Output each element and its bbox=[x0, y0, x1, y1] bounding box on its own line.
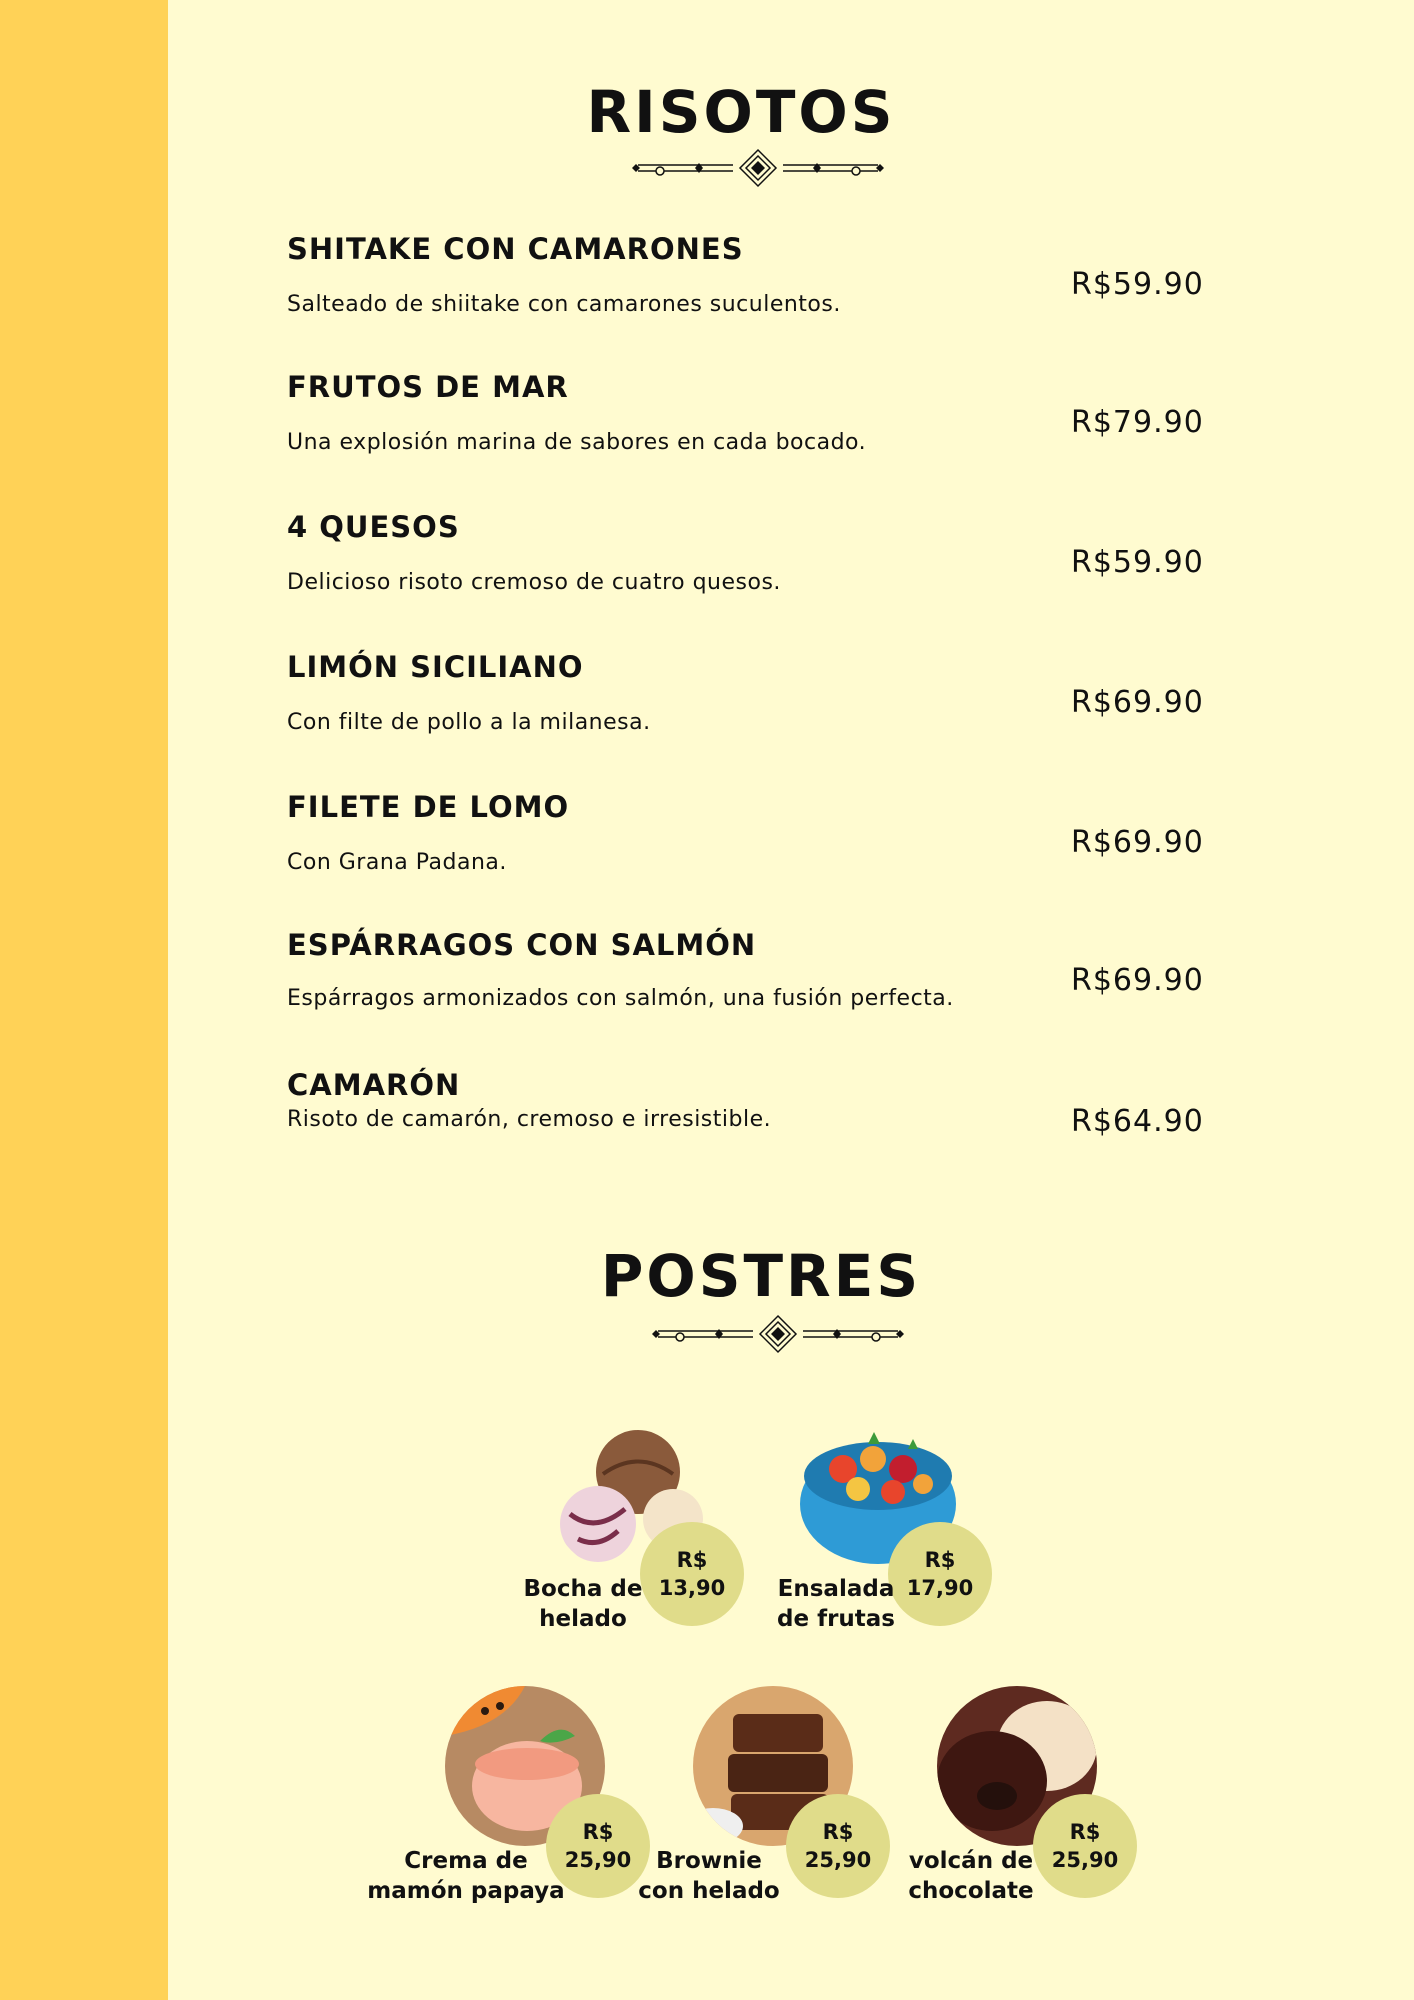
price-value: 25,90 bbox=[564, 1848, 632, 1872]
item-price: R$79.90 bbox=[1071, 405, 1204, 440]
item-name: ESPÁRRAGOS CON SALMÓN bbox=[287, 928, 757, 962]
item-name: LIMÓN SICILIANO bbox=[287, 650, 584, 684]
item-description: Con Grana Padana. bbox=[287, 850, 507, 875]
item-description: Risoto de camarón, cremoso e irresistible. bbox=[287, 1107, 772, 1132]
menu-item bbox=[287, 1068, 1287, 1168]
ornament-divider-icon bbox=[628, 148, 888, 188]
left-accent-bar bbox=[0, 0, 168, 2000]
item-name: 4 QUESOS bbox=[287, 510, 460, 544]
dessert-name: Brownie con helado bbox=[638, 1848, 780, 1904]
price-value: 25,90 bbox=[804, 1848, 872, 1872]
item-price: R$69.90 bbox=[1071, 963, 1204, 998]
dessert-name: Crema de mamón papaya bbox=[367, 1848, 565, 1904]
dessert-card bbox=[908, 1680, 1212, 1940]
price-value: 13,90 bbox=[658, 1576, 726, 1600]
dessert-card bbox=[770, 1408, 1070, 1668]
menu-item bbox=[287, 232, 1287, 332]
item-name: FILETE DE LOMO bbox=[287, 790, 570, 824]
item-name: SHITAKE CON CAMARONES bbox=[287, 232, 744, 266]
price-currency: R$ bbox=[924, 1548, 956, 1572]
menu-item bbox=[287, 370, 1287, 470]
item-price: R$59.90 bbox=[1071, 545, 1204, 580]
item-price: R$64.90 bbox=[1071, 1104, 1204, 1139]
item-price: R$69.90 bbox=[1071, 825, 1204, 860]
menu-item bbox=[287, 790, 1287, 890]
menu-item bbox=[287, 650, 1287, 750]
item-description: Delicioso risoto cremoso de cuatro quesos. bbox=[287, 570, 781, 595]
price-value: 25,90 bbox=[1051, 1848, 1119, 1872]
menu-item bbox=[287, 510, 1287, 610]
item-description: Salteado de shiitake con camarones suculentos. bbox=[287, 292, 841, 317]
risotos-title: RISOTOS bbox=[586, 78, 896, 146]
item-price: R$69.90 bbox=[1071, 685, 1204, 720]
dessert-name: volcán de chocolate bbox=[908, 1848, 1034, 1904]
postres-title: POSTRES bbox=[600, 1242, 922, 1310]
price-currency: R$ bbox=[1069, 1820, 1101, 1844]
dessert-name: Ensalada de frutas bbox=[777, 1576, 895, 1632]
ornament-divider-icon bbox=[648, 1314, 908, 1354]
item-description: Espárragos armonizados con salmón, una fusión perfecta. bbox=[287, 986, 954, 1011]
item-name: CAMARÓN bbox=[287, 1068, 461, 1102]
dessert-name: Bocha de helado bbox=[523, 1576, 643, 1632]
item-description: Con filte de pollo a la milanesa. bbox=[287, 710, 651, 735]
price-value: 17,90 bbox=[906, 1576, 974, 1600]
menu-item bbox=[287, 928, 1287, 1028]
item-description: Una explosión marina de sabores en cada bocado. bbox=[287, 430, 867, 455]
price-currency: R$ bbox=[822, 1820, 854, 1844]
price-currency: R$ bbox=[676, 1548, 708, 1572]
item-price: R$59.90 bbox=[1071, 267, 1204, 302]
item-name: FRUTOS DE MAR bbox=[287, 370, 569, 404]
price-currency: R$ bbox=[582, 1820, 614, 1844]
